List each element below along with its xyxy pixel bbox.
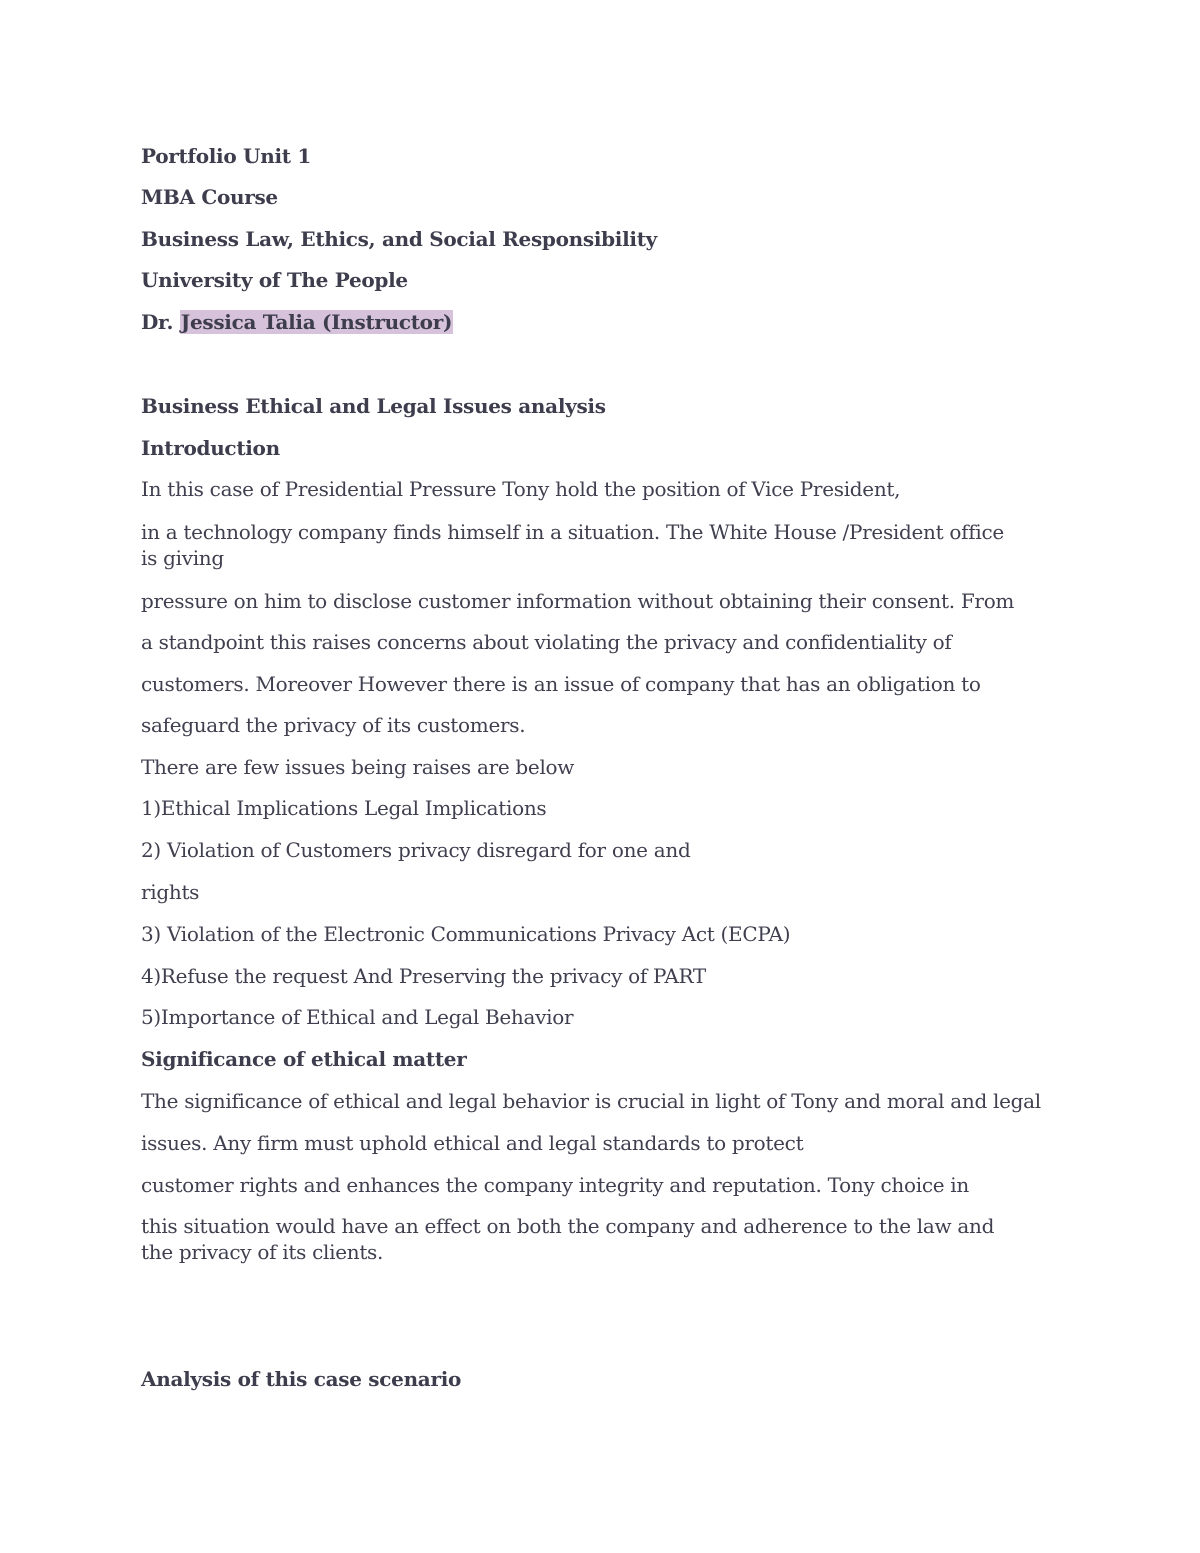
issue-item: 2) Violation of Customers privacy disregard for one and	[141, 838, 691, 862]
significance-heading: Significance of ethical matter	[141, 1047, 467, 1071]
significance-paragraph-line: this situation would have an effect on both the company and adherence to the law and the privacy of its clients.	[141, 1214, 995, 1264]
instructor-prefix: Dr.	[141, 310, 174, 334]
issue-item: 1)Ethical Implications Legal Implications	[141, 796, 547, 820]
instructor-line	[141, 308, 453, 336]
issue-item: 4)Refuse the request And Preserving the privacy of PART	[141, 964, 706, 988]
analysis-heading: Analysis of this case scenario	[141, 1367, 462, 1391]
intro-heading: Introduction	[141, 436, 280, 460]
issue-item: rights	[141, 880, 200, 904]
subject-heading: Business Law, Ethics, and Social Responsibility	[141, 227, 657, 251]
document-title: Business Ethical and Legal Issues analysis	[141, 394, 606, 418]
issue-item: 5)Importance of Ethical and Legal Behavior	[141, 1005, 574, 1029]
issue-item: 3) Violation of the Electronic Communications Privacy Act (ECPA)	[141, 922, 791, 946]
course-heading: MBA Course	[141, 185, 278, 209]
instructor-name-highlight: Jessica Talia (Instructor)	[180, 310, 453, 334]
intro-paragraph-line: pressure on him to disclose customer information without obtaining their consent. From	[141, 589, 1015, 613]
intro-paragraph-line: There are few issues being raises are below	[141, 755, 575, 779]
intro-paragraph-line: safeguard the privacy of its customers.	[141, 713, 526, 737]
intro-paragraph-line: In this case of Presidential Pressure Tony hold the position of Vice President,	[141, 477, 901, 501]
intro-paragraph-line: in a technology company finds himself in a situation. The White House /President office is giving	[141, 520, 1004, 570]
significance-paragraph-line: The significance of ethical and legal behavior is crucial in light of Tony and moral and legal	[141, 1089, 1041, 1113]
significance-paragraph-line: issues. Any firm must uphold ethical and legal standards to protect	[141, 1131, 804, 1155]
significance-paragraph-line: customer rights and enhances the company integrity and reputation. Tony choice in	[141, 1173, 969, 1197]
intro-paragraph-line: a standpoint this raises concerns about violating the privacy and confidentiality of	[141, 630, 952, 654]
portfolio-heading: Portfolio Unit 1	[141, 144, 311, 168]
intro-paragraph-line: customers. Moreover However there is an issue of company that has an obligation to	[141, 672, 981, 696]
university-heading: University of The People	[141, 268, 408, 292]
